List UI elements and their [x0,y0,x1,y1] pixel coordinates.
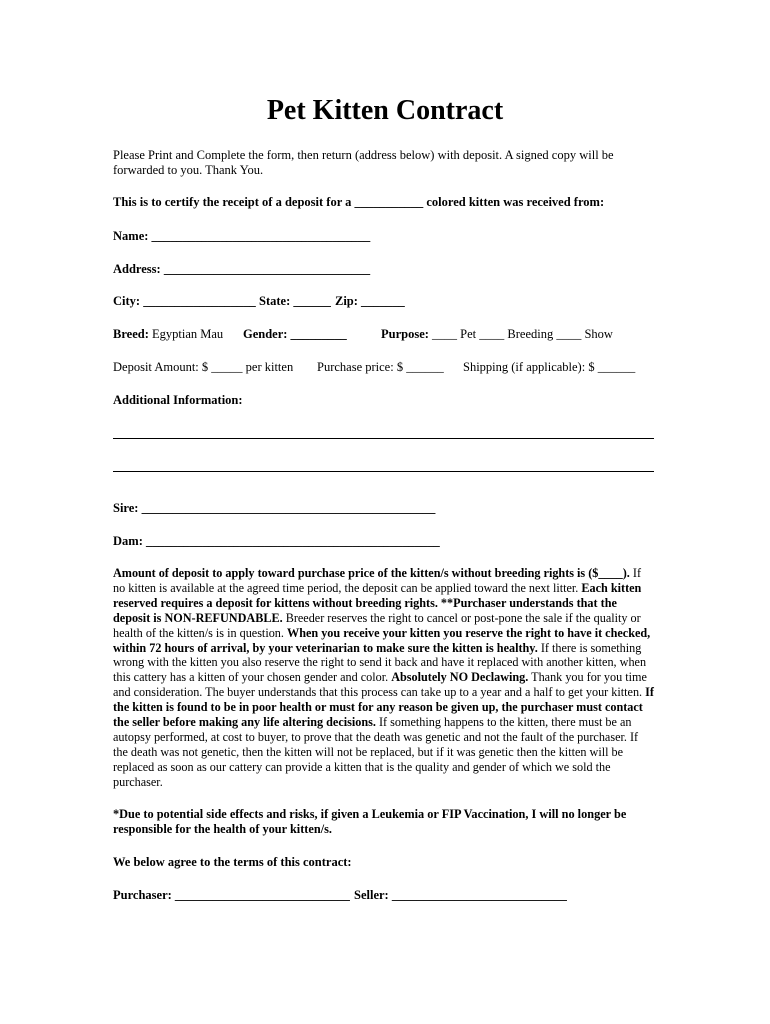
purchaser-signature-field[interactable]: Purchaser: ____________________________ [113,888,350,902]
deposit-field[interactable]: Deposit Amount: $ _____ per kitten [113,360,294,374]
purpose-row [381,327,613,342]
terms-text: Breeder reserves the right to cancel or post-pone the sale if the quality or health of the kitten/s is in question. [113,610,641,640]
certify-text: This is to certify the receipt of a deposit for a ___________ colored kitten was received from: [113,195,605,209]
zip-field[interactable]: Zip: _______ [335,294,405,308]
purchase-price-field[interactable]: Purchase price: $ ______ [317,360,444,374]
shipping-field[interactable]: Shipping (if applicable): $ ______ [463,360,636,374]
terms-vet-check: When you receive your kitten you reserve the right to have it checked, within 72 hours of arrival, by your veterinarian to make sure the kitten is healthy. [113,625,651,655]
intro-text: Please Print and Complete the form, then return (address below) with deposit. A signed copy will be forwarded to you. Thank You. [113,148,614,177]
terms-deposit-amount: Amount of deposit to apply toward purchase price of the kitten/s without breeding rights is ($____). [113,566,630,580]
additional-info-label: Additional Information: [113,393,243,407]
terms-non-refundable: Each kitten reserved requires a deposit for kittens without breeding rights. **Purchaser understands that the deposit is NON-REFUNDABLE. [113,580,642,625]
additional-info-line-1[interactable] [113,438,654,439]
terms-paragraph [113,566,654,790]
breed-row [113,327,223,342]
breed-label: Breed: [113,327,149,341]
dam-field[interactable]: Dam: _______________________________________________ [113,534,440,548]
address-field[interactable]: Address: _________________________________ [113,262,371,276]
terms-poor-health: If the kitten is found to be in poor health or must for any reason be given up, the purchaser must contact the seller before making any life altering decisions. [113,685,654,730]
purpose-options[interactable]: ____ Pet ____ Breeding ____ Show [428,327,613,341]
purpose-label: Purpose: [381,327,429,341]
gender-field[interactable]: Gender: _________ [243,327,347,341]
additional-info-line-2[interactable] [113,471,654,472]
breed-value: Egyptian Mau [148,327,224,341]
agree-text: We below agree to the terms of this contract: [113,855,352,869]
state-field[interactable]: State: ______ [259,294,331,308]
name-field[interactable]: Name: ___________________________________ [113,229,371,243]
terms-text: If there is something wrong with the kitten you also reserve the right to send it back and have it replaced with another kitten, when this cattery has a kitten of your chosen gender and color. [113,640,647,685]
page-title: Pet Kitten Contract [266,95,504,126]
terms-text: Thank you for you time and consideration. The buyer understands that this process can take up to a year and a half to get your kitten. [113,670,647,700]
terms-text: If something happens to the kitten, there must be an autopsy performed, at cost to buyer, to prove that the death was genetic and not the fault of the purchaser. If the death was not genetic, then the kitten will not be replaced, but if it was genetic then the kitten will be replaced as soon as our cattery can provide a kitten that is the quality and gender of which we sold the purchaser. [113,715,639,789]
terms-text: If no kitten is available at the agreed time period, the deposit can be applied toward the next litter. [113,566,642,595]
sire-field[interactable]: Sire: _______________________________________________ [113,501,436,515]
seller-signature-field[interactable]: Seller: ____________________________ [354,888,567,902]
vaccination-note: *Due to potential side effects and risks, if given a Leukemia or FIP Vaccination, I will no longer be responsible for the health of your kitten/s. [113,807,627,836]
terms-no-declawing: Absolutely NO Declawing. [391,670,529,685]
city-field[interactable]: City: __________________ [113,294,256,308]
